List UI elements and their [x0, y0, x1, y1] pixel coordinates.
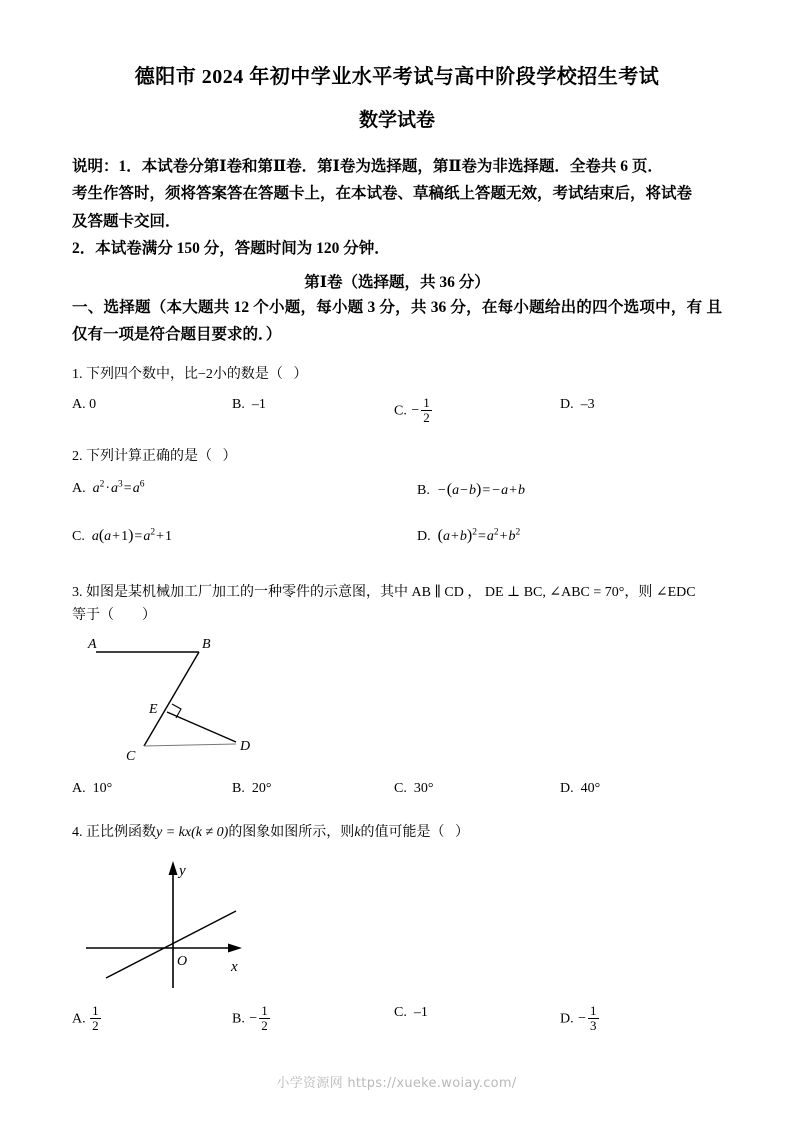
geometry-diagram-svg: [86, 634, 346, 769]
option-value: 20°: [251, 781, 272, 797]
option-label: B.: [232, 1011, 245, 1027]
question-2-options: [72, 475, 722, 567]
option-value: –3: [580, 396, 595, 412]
question-4-stem-tail: 的值可能是（: [360, 825, 445, 841]
question-1-stem: [72, 363, 722, 387]
segment-bc: [144, 652, 199, 746]
fraction-denominator: 2: [261, 1017, 268, 1033]
question-2-stem-pre: 下列计算正确的是（: [86, 448, 212, 464]
question-1-stem-post: 小的数是（: [212, 367, 283, 383]
option-label: D.: [417, 528, 431, 544]
section-heading-line-2: 且仅有一项是符合题目要求的．）: [72, 298, 722, 344]
question-3-figure: [86, 634, 346, 769]
question-4-options: [72, 1005, 722, 1039]
question-3-option-d[interactable]: [560, 781, 600, 797]
option-label: D.: [560, 396, 574, 412]
option-value: –1: [251, 396, 266, 412]
option-formula: $(a+b)^2=a^2+b^2$: [437, 526, 521, 544]
option-label: A.: [72, 1011, 86, 1027]
y-axis-label: y: [179, 863, 186, 880]
fraction: [421, 396, 432, 424]
fraction-numerator: 1: [590, 1003, 597, 1019]
fraction: [259, 1004, 270, 1032]
question-1-stem-pre: 下列四个数中，比: [86, 367, 198, 383]
x-axis-label: x: [231, 959, 238, 976]
page-content: [72, 62, 722, 1039]
question-4-stem-post: 的图象如图所示，则: [228, 825, 355, 841]
question-2-option-d[interactable]: [417, 527, 520, 545]
fraction: [90, 1004, 101, 1032]
question-4-stem-end: ）: [455, 825, 470, 841]
option-label: B.: [417, 482, 430, 498]
label-c: C: [126, 749, 136, 765]
question-4-stem-var: k: [354, 825, 361, 841]
question-4-stem-math: y = kx(k ≠ 0): [156, 825, 229, 841]
question-2-option-c[interactable]: [72, 527, 172, 545]
question-4-option-b[interactable]: [232, 1005, 271, 1033]
question-3-option-c[interactable]: [394, 781, 433, 797]
fraction-numerator: 1: [423, 394, 430, 410]
segment-cd: [144, 744, 236, 746]
question-3-number: 3.: [72, 584, 83, 600]
option-value: 10°: [92, 781, 113, 797]
question-4-stem: [72, 821, 722, 845]
instruction-line-2: 考生作答时，须将答案答在答题卡上，在本试卷、草稿纸上答题无效，考试结束后，将试卷: [72, 185, 693, 203]
option-formula: $a(a+1)=a^2+1$: [91, 526, 172, 544]
question-3-stem-line-1: [72, 581, 722, 605]
question-4-option-a[interactable]: [72, 1005, 102, 1033]
page-title: 德阳市 2024 年初中学业水平考试与高中阶段学校招生考试: [134, 66, 660, 88]
question-3-option-b[interactable]: [232, 781, 271, 797]
option-label: D.: [560, 1011, 574, 1027]
instructions-block: [72, 153, 722, 263]
question-3-option-a[interactable]: [72, 781, 112, 797]
option-label: A.: [72, 781, 86, 797]
question-2-option-b[interactable]: [417, 481, 525, 499]
question-3-options: [72, 781, 722, 801]
function-graph-svg: [78, 853, 308, 993]
question-4-figure: [78, 853, 308, 993]
question-4: [72, 821, 722, 845]
instruction-line-4: 2．本试卷满分 150 分，答题时间为 120 分钟．: [72, 240, 390, 258]
paper-part-heading: 第Ⅰ卷（选择题，共 36 分）: [304, 273, 490, 291]
fraction-denominator: 2: [92, 1017, 99, 1033]
question-2-stem-end: ）: [222, 448, 237, 464]
question-1-option-d[interactable]: [560, 397, 595, 413]
question-1-options: [72, 394, 722, 431]
option-value: –1: [413, 1005, 428, 1021]
option-label: B.: [232, 781, 245, 797]
page-subtitle: 数学试卷: [358, 110, 435, 131]
question-3-stem-text-2: 等于（ ）: [72, 608, 156, 624]
question-2-option-a[interactable]: [72, 481, 144, 497]
option-label: A.: [72, 480, 86, 496]
question-4-option-d[interactable]: [560, 1005, 600, 1033]
fraction-denominator: 2: [423, 409, 430, 425]
option-formula: −(a−b)= −a+b: [437, 480, 526, 498]
question-1-option-a[interactable]: [72, 397, 96, 413]
option-sign: −: [411, 403, 420, 419]
question-4-option-c[interactable]: [394, 1005, 428, 1021]
question-1-option-c[interactable]: [394, 394, 433, 425]
section-heading-line-1: 一、选择题（本大题共 12 个小题，每小题 3 分，共 36 分，在每小题给出的四个选项中，有: [72, 298, 703, 316]
option-value: 40°: [580, 781, 601, 797]
option-sign: −: [249, 1011, 258, 1027]
question-1-stem-end: ）: [293, 367, 308, 383]
option-label: C.: [394, 1005, 407, 1021]
instruction-line-1: 说明：1．本试卷分第Ⅰ卷和第Ⅱ卷．第Ⅰ卷为选择题，第Ⅱ卷为非选择题．全卷共 6 页．: [72, 157, 663, 175]
question-2-number: 2.: [72, 448, 83, 464]
y-axis-arrow: [169, 861, 178, 875]
option-label: A.: [72, 396, 86, 412]
fraction-denominator: 3: [590, 1017, 597, 1033]
watermark: 小学资源网 https://xueke.woiay.com/: [276, 1076, 517, 1091]
label-e: E: [149, 702, 158, 718]
x-axis-arrow: [228, 944, 242, 953]
option-label: C.: [72, 528, 85, 544]
question-2-stem: [72, 445, 722, 469]
option-label: C.: [394, 403, 407, 419]
option-label: D.: [560, 781, 574, 797]
instruction-line-3: 及答题卡交回．: [72, 212, 181, 230]
section-heading: [72, 294, 722, 349]
question-3: [72, 581, 722, 629]
label-a: A: [88, 637, 97, 653]
label-b: B: [202, 637, 211, 653]
option-label: C.: [394, 781, 407, 797]
option-value: 0: [89, 396, 97, 412]
question-1-stem-math: −2: [198, 367, 213, 383]
graph-line: [106, 911, 236, 978]
fraction-numerator: 1: [261, 1003, 268, 1019]
question-3-stem-text-1: 如图是某机械加工厂加工的一种零件的示意图，其中 AB ∥ CD ， DE ⊥ BC, ∠ABC = 70°，则 ∠EDC: [86, 584, 696, 600]
option-formula: $a^2\cdot a^3=a^6$: [92, 479, 145, 496]
fraction: [588, 1004, 599, 1032]
option-sign: −: [578, 1011, 587, 1027]
question-2: [72, 445, 722, 469]
option-label: B.: [232, 396, 245, 412]
option-value: 30°: [413, 781, 434, 797]
question-1-option-b[interactable]: [232, 397, 266, 413]
origin-label: O: [177, 954, 188, 970]
question-1-number: 1.: [72, 367, 83, 383]
question-4-number: 4.: [72, 825, 83, 841]
fraction-numerator: 1: [92, 1003, 99, 1019]
label-d: D: [240, 739, 251, 755]
question-1: [72, 363, 722, 387]
question-4-stem-pre: 正比例函数: [86, 825, 156, 841]
